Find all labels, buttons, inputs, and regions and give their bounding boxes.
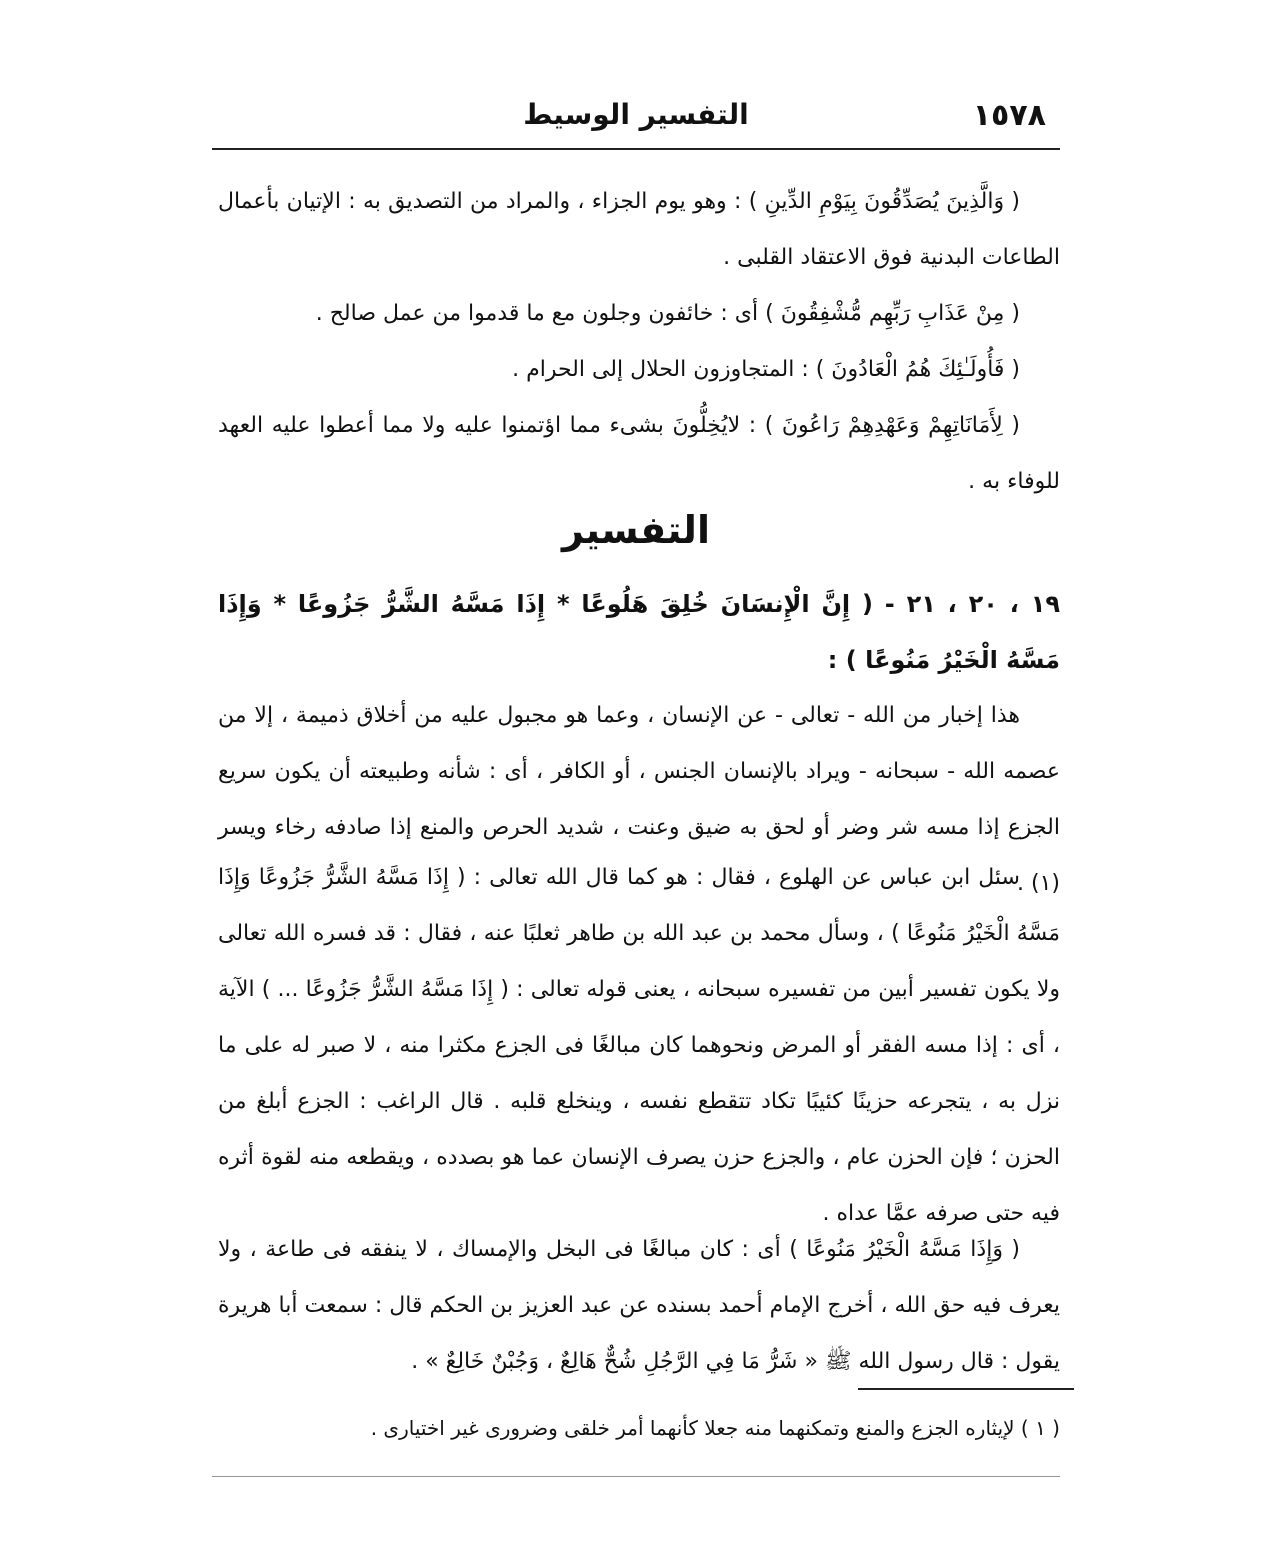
footnote-divider (858, 1388, 1074, 1390)
section-heading: التفسير (562, 508, 710, 552)
verse-heading: ١٩ ، ٢٠ ، ٢١ - ( إِنَّ الْإِنسَانَ خُلِقَ هَلُوعًا * إِذَا مَسَّهُ الشَّرُّ جَزُوعًا * وَإِذَا مَسَّهُ الْخَيْرُ مَنُوعًا ) : (218, 590, 1061, 674)
glossary-paragraph-2: ( مِنْ عَذَابِ رَبِّهِم مُّشْفِقُونَ ) أى : خائفون وجلون مع ما قدموا من عمل صالح . (315, 301, 1020, 326)
header-divider (212, 148, 1060, 150)
running-title: التفسير الوسيط (523, 98, 749, 131)
commentary-paragraph-2: سئل ابن عباس عن الهلوع ، فقال : هو كما قال الله تعالى : ( إِذَا مَسَّهُ الشَّرُّ جَزُوعًا وَإِذَا مَسَّهُ الْخَيْرُ مَنُوعًا ) ، وسأل محمد بن عبد الله بن طاهر ثعلبًا عنه ، فقال : قد فسره الله تعالى ولا يكون تفسير أبين من تفسيره سبحانه ، يعنى قوله تعالى : ( إِذَا مَسَّهُ الشَّرُّ جَزُوعًا ... ) الآية ، أى : إذا مسه الفقر أو المرض ونحوهما كان مبالغًا فى الجزع مكثرا منه ، لا صبر له على ما نزل به ، يتجرعه حزينًا كئيبًا تكاد تتقطع نفسه ، وينخلع قلبه . قال الراغب : الجزع أبلغ من الحزن ؛ فإن الحزن عام ، والجزع حزن يصرف الإنسان عما هو بصدده ، ويقطعه منه لقوة أثره فيه حتى صرفه عمَّا عداه . (218, 865, 1060, 1226)
footnote: ( ١ ) لإيثاره الجزع والمنع وتمكنهما منه جعلا كأنهما أمر خلقى وضرورى غير اختيارى . (370, 1416, 1060, 1440)
page-bottom-line (212, 1476, 1060, 1477)
page-header (212, 92, 1060, 144)
glossary-paragraph-3: ( فَأُولَـٰئِكَ هُمُ الْعَادُونَ ) : المتجاوزون الحلال إلى الحرام . (512, 357, 1020, 382)
commentary-paragraph-3: ( وَإِذَا مَسَّهُ الْخَيْرُ مَنُوعًا ) أى : كان مبالغًا فى البخل والإمساك ، لا ينفقه فى طاعة ، ولا يعرف فيه حق الله ، أخرج الإمام أحمد بسنده عن عبد العزيز بن الحكم قال : سمعت أبا هريرة يقول : قال رسول الله ﷺ « شَرُّ مَا فِي الرَّجُلِ شُحٌّ هَالِعٌ ، وَجُبْنٌ خَالِعٌ » . (218, 1237, 1060, 1374)
commentary-paragraph-1: هذا إخبار من الله - تعالى - عن الإنسان ، وعما هو مجبول عليه من أخلاق ذميمة ، إلا من عصمه الله - سبحانه - ويراد بالإنسان الجنس ، أو الكافر ، أى : شأنه وطبيعته أن يكون سريع الجزع إذا مسه شر وضر أو لحق به ضيق وعنت ، شديد الحرص والمنع إذا صادفه رخاء ويسر (١) . (218, 703, 1060, 896)
page-number: ١٥٧٨ (972, 98, 1046, 133)
glossary-paragraph-1: ( وَالَّذِينَ يُصَدِّقُونَ بِيَوْمِ الدِّينِ ) : وهو يوم الجزاء ، والمراد من التصديق به : الإتيان بأعمال الطاعات البدنية فوق الاعتقاد القلبى . (218, 189, 1060, 270)
glossary-paragraph-4: ( لِأَمَانَاتِهِمْ وَعَهْدِهِمْ رَاعُونَ ) : لايُخِلُّونَ بشىء مما اؤتمنوا عليه ولا مما أعطوا عليه العهد للوفاء به . (218, 413, 1060, 494)
